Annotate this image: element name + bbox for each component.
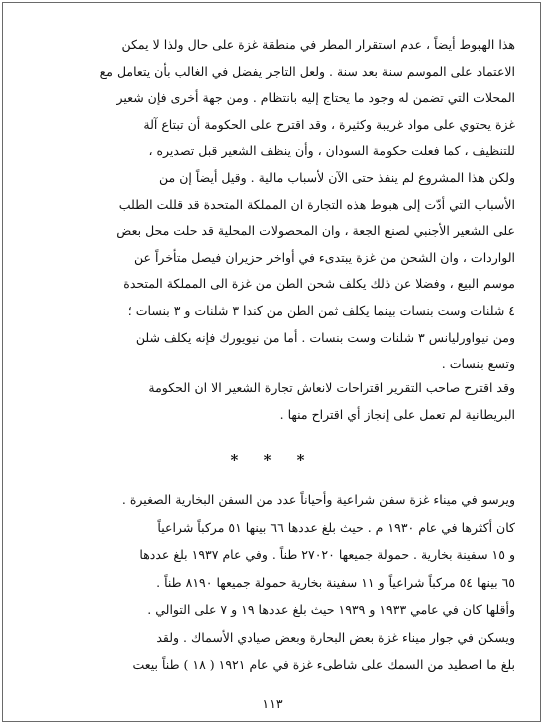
paragraph-2 xyxy=(30,374,515,428)
text-line: ويرسو في ميناء غزة سفن شراعية وأحياناً عدد من السفن البخارية الصغيرة . xyxy=(121,492,515,507)
text-line: وتسع بنسات . xyxy=(441,356,515,372)
text-line: ومن نيواورليانس ٣ شلنات وست بنسات . أما من نيويورك فإنه يكلف شلن xyxy=(135,329,515,345)
text-line: ويسكن في جوار ميناء غزة بعض البحارة وبعض صيادي الأسماك . ولقد xyxy=(156,629,515,645)
text-line: كان أكثرها في عام ١٩٣٠ م . حيث بلغ عددها ٦٦ بينها ٥١ مركباً شراعياً xyxy=(157,519,515,535)
text-line: بلغ ما اصطيد من السمك على شاطىء غزة في عام ١٩٢١ ( ١٨ ) طناً بيعت xyxy=(132,657,515,672)
page-number: ١١٣ xyxy=(262,696,283,711)
text-line: ولكن هذا المشروع لم ينفذ حتى الآن لأسباب مالية . وقيل أيضاً إن من xyxy=(159,169,515,185)
paragraph-3 xyxy=(30,486,515,679)
text-line: الواردات ، وان الشحن من غزة يبتدىء في أواخر حزيران فيصل متأخراً عن xyxy=(134,249,515,265)
text-line: وقد اقترح صاحب التقرير اقتراحات لانعاش تجارة الشعير الا ان الحكومة xyxy=(148,380,515,395)
text-line: و ١٥ سفينة بخارية . حمولة جميعها ٢٧٠٢٠ طناً . وفي عام ١٩٣٧ بلغ عددها xyxy=(139,547,515,562)
text-line: هذا الهبوط أيضاً ، عدم استقرار المطر في منطقة غزة على حال ولذا لا يمكن xyxy=(121,37,515,52)
text-line: على الشعير الأجنبي لصنع الجعة ، وان المحصولات المحلية قد حلت محل بعض xyxy=(116,223,515,239)
text-line: الاعتماد على الموسم سنة بعد سنة . ولعل التاجر يفضل في الغالب بأن يتعامل مع xyxy=(99,63,515,79)
text-line: البريطانية لم تعمل على إنجاز أي اقتراح منها . xyxy=(279,407,515,422)
text-line: الأسباب التي أدّت إلى هبوط هذه التجارة ان المملكة المتحدة قد قللت الطلب xyxy=(118,196,515,212)
text-line: ٦٥ بينها ٥٤ مركباً شراعياً و ١١ سفينة بخارية حمولة جميعها ٨١٩٠ طناً . xyxy=(156,574,515,590)
section-separator: * * * xyxy=(230,451,315,469)
text-line: موسم البيع ، وفضلا عن ذلك يكلف شحن الطن من غزة الى المملكة المتحدة xyxy=(123,276,515,292)
text-line: المحلات التي تضمن له وجود ما يحتاج إليه بانتظام . ومن جهة أخرى فإن شعير xyxy=(116,90,515,106)
paragraph-1 xyxy=(30,32,515,378)
text-line: غزة يحتوي على مواد غريبة وكثيرة ، وقد اقترح على الحكومة أن تبتاع آلة xyxy=(143,116,515,132)
text-line: للتنظيف ، كما فعلت حكومة السودان ، وأن ينظف الشعير قبل تصديره ، xyxy=(148,143,515,159)
text-line: ٤ شلنات وست بنسات بينما يكلف ثمن الطن من كندا ٣ شلنات و ٣ بنسات ؛ xyxy=(127,302,515,318)
text-line: وأقلها كان في عامي ١٩٣٣ و ١٩٣٩ حيث بلغ عددها ١٩ و ٧ على التوالي . xyxy=(147,602,515,617)
